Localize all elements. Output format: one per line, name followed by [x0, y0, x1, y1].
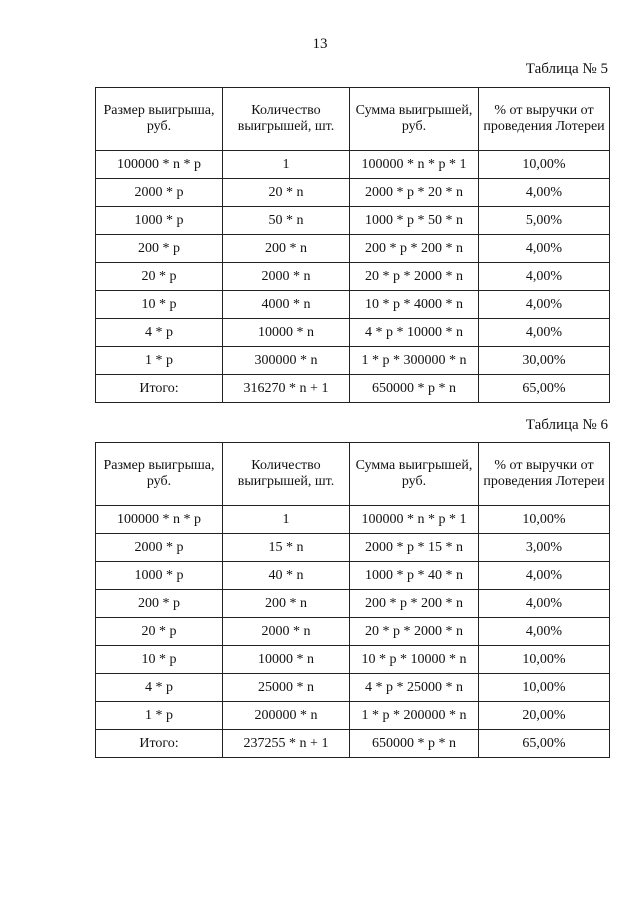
cell-prize-sum: 10 * p * 4000 * n [350, 291, 479, 319]
table-row [96, 263, 610, 291]
page-number: 13 [312, 36, 328, 52]
cell-prize-sum: 100000 * n * p * 1 [350, 151, 479, 179]
cell-prize-count: 25000 * n [223, 674, 350, 702]
cell-total-label: Итого: [96, 730, 223, 758]
table-total-row [96, 375, 610, 403]
table-5-caption: Таблица № 5 [525, 61, 608, 77]
cell-prize-size: 200 * p [96, 590, 223, 618]
cell-prize-sum: 2000 * p * 20 * n [350, 179, 479, 207]
cell-prize-count: 2000 * n [223, 263, 350, 291]
cell-total-count: 237255 * n + 1 [223, 730, 350, 758]
cell-prize-count: 15 * n [223, 534, 350, 562]
cell-prize-size: 100000 * n * p [96, 151, 223, 179]
table-header-row [96, 443, 610, 506]
cell-prize-size: 1000 * p [96, 207, 223, 235]
cell-prize-sum: 4 * p * 25000 * n [350, 674, 479, 702]
cell-revenue-percent: 3,00% [479, 534, 610, 562]
table-row [96, 151, 610, 179]
cell-total-percent: 65,00% [479, 730, 610, 758]
cell-revenue-percent: 10,00% [479, 646, 610, 674]
cell-prize-sum: 10 * p * 10000 * n [350, 646, 479, 674]
cell-prize-count: 1 [223, 506, 350, 534]
prize-table-6 [95, 442, 610, 758]
table-row [96, 207, 610, 235]
cell-prize-count: 20 * n [223, 179, 350, 207]
cell-prize-size: 1 * p [96, 347, 223, 375]
cell-revenue-percent: 30,00% [479, 347, 610, 375]
table-row [96, 319, 610, 347]
table-row [96, 702, 610, 730]
header-revenue-percent: % от выручки от проведения Лотереи [479, 88, 610, 151]
cell-prize-sum: 100000 * n * p * 1 [350, 506, 479, 534]
table-row [96, 347, 610, 375]
cell-prize-size: 20 * p [96, 263, 223, 291]
cell-revenue-percent: 4,00% [479, 618, 610, 646]
table-row [96, 291, 610, 319]
cell-revenue-percent: 20,00% [479, 702, 610, 730]
cell-prize-size: 100000 * n * p [96, 506, 223, 534]
cell-prize-count: 1 [223, 151, 350, 179]
table-header-row [96, 88, 610, 151]
cell-prize-count: 300000 * n [223, 347, 350, 375]
cell-revenue-percent: 10,00% [479, 674, 610, 702]
cell-prize-sum: 20 * p * 2000 * n [350, 618, 479, 646]
cell-revenue-percent: 4,00% [479, 179, 610, 207]
table-row [96, 674, 610, 702]
cell-prize-sum: 1000 * p * 40 * n [350, 562, 479, 590]
header-prize-size: Размер выигрыша, руб. [96, 88, 223, 151]
cell-prize-size: 1 * p [96, 702, 223, 730]
table-row [96, 235, 610, 263]
cell-prize-sum: 1000 * p * 50 * n [350, 207, 479, 235]
cell-prize-size: 2000 * p [96, 179, 223, 207]
table-row [96, 590, 610, 618]
cell-prize-sum: 200 * p * 200 * n [350, 590, 479, 618]
header-revenue-percent: % от выручки от проведения Лотереи [479, 443, 610, 506]
cell-prize-count: 4000 * n [223, 291, 350, 319]
header-prize-sum: Сумма выигрышей, руб. [350, 443, 479, 506]
cell-prize-count: 200000 * n [223, 702, 350, 730]
cell-prize-size: 4 * p [96, 674, 223, 702]
cell-prize-size: 20 * p [96, 618, 223, 646]
table-row [96, 179, 610, 207]
cell-revenue-percent: 4,00% [479, 263, 610, 291]
cell-prize-size: 10 * p [96, 646, 223, 674]
table-row [96, 562, 610, 590]
cell-prize-sum: 2000 * p * 15 * n [350, 534, 479, 562]
cell-prize-sum: 20 * p * 2000 * n [350, 263, 479, 291]
cell-revenue-percent: 4,00% [479, 562, 610, 590]
cell-prize-count: 200 * n [223, 590, 350, 618]
table-row [96, 506, 610, 534]
cell-prize-size: 200 * p [96, 235, 223, 263]
cell-total-count: 316270 * n + 1 [223, 375, 350, 403]
cell-prize-count: 40 * n [223, 562, 350, 590]
cell-revenue-percent: 10,00% [479, 506, 610, 534]
table-6-caption: Таблица № 6 [525, 417, 608, 433]
cell-revenue-percent: 4,00% [479, 235, 610, 263]
header-prize-size: Размер выигрыша, руб. [96, 443, 223, 506]
header-prize-sum: Сумма выигрышей, руб. [350, 88, 479, 151]
cell-prize-size: 4 * p [96, 319, 223, 347]
cell-prize-size: 10 * p [96, 291, 223, 319]
cell-total-percent: 65,00% [479, 375, 610, 403]
table-row [96, 646, 610, 674]
cell-prize-sum: 1 * p * 200000 * n [350, 702, 479, 730]
cell-prize-sum: 1 * p * 300000 * n [350, 347, 479, 375]
cell-prize-size: 1000 * p [96, 562, 223, 590]
cell-prize-count: 2000 * n [223, 618, 350, 646]
cell-total-sum: 650000 * p * n [350, 375, 479, 403]
header-prize-count: Количество выигрышей, шт. [223, 88, 350, 151]
cell-prize-sum: 200 * p * 200 * n [350, 235, 479, 263]
cell-revenue-percent: 4,00% [479, 291, 610, 319]
cell-revenue-percent: 10,00% [479, 151, 610, 179]
cell-revenue-percent: 4,00% [479, 319, 610, 347]
header-prize-count: Количество выигрышей, шт. [223, 443, 350, 506]
table-row [96, 534, 610, 562]
cell-total-sum: 650000 * p * n [350, 730, 479, 758]
cell-prize-count: 10000 * n [223, 319, 350, 347]
cell-revenue-percent: 4,00% [479, 590, 610, 618]
table-total-row [96, 730, 610, 758]
prize-table-5 [95, 87, 610, 403]
cell-prize-count: 10000 * n [223, 646, 350, 674]
cell-prize-size: 2000 * p [96, 534, 223, 562]
cell-total-label: Итого: [96, 375, 223, 403]
cell-prize-count: 50 * n [223, 207, 350, 235]
cell-prize-sum: 4 * p * 10000 * n [350, 319, 479, 347]
cell-revenue-percent: 5,00% [479, 207, 610, 235]
cell-prize-count: 200 * n [223, 235, 350, 263]
table-row [96, 618, 610, 646]
